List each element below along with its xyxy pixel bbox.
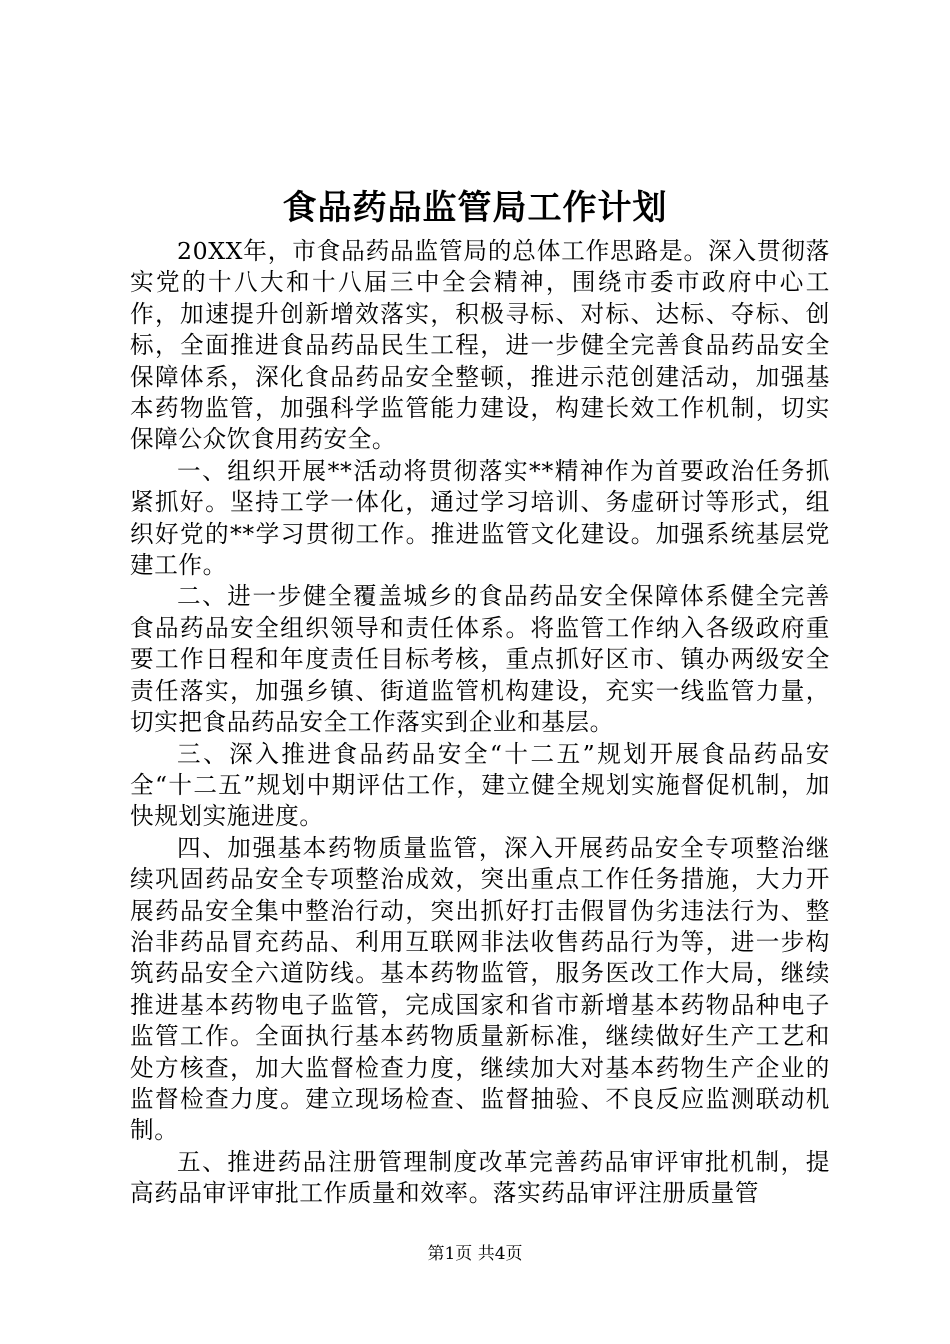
paragraph-section-3: 三、深入推进食品药品安全“十二五”规划开展食品药品安全“十二五”规划中期评估工作，建立健全规划实施督促机制，加快规划实施进度。	[130, 739, 830, 831]
paragraph-section-1: 一、组织开展**活动将贯彻落实**精神作为首要政治任务抓紧抓好。坚持工学一体化，通过学习培训、务虚研讨等形式，组织好党的**学习贯彻工作。推进监管文化建设。加强系统基层党建工作。	[130, 456, 830, 580]
paragraph-section-5: 五、推进药品注册管理制度改革完善药品审评审批机制，提高药品审评审批工作质量和效率。落实药品审评注册质量管	[130, 1147, 830, 1208]
paragraph-intro: 20XX年，市食品药品监管局的总体工作思路是。深入贯彻落实党的十八大和十八届三中全会精神，围绕市委市政府中心工作，加速提升创新增效落实，积极寻标、对标、达标、夺标、创标，全面推进食品药品民生工程，进一步健全完善食品药品安全保障体系，深化食品药品安全整顿，推进示范创建活动，加强基本药物监管，加强科学监管能力建设，构建长效工作机制，切实保障公众饮食用药安全。	[130, 237, 830, 454]
paragraph-section-2: 二、进一步健全覆盖城乡的食品药品安全保障体系健全完善食品药品安全组织领导和责任体系。将监管工作纳入各级政府重要工作日程和年度责任目标考核，重点抓好区市、镇办两级安全责任落实，加强乡镇、街道监管机构建设，充实一线监管力量，切实把食品药品安全工作落实到企业和基层。	[130, 582, 830, 737]
page-number-footer: 第1页 共4页	[427, 1244, 523, 1264]
paragraph-section-4: 四、加强基本药物质量监管，深入开展药品安全专项整治继续巩固药品安全专项整治成效，突出重点工作任务措施，大力开展药品安全集中整治行动，突出抓好打击假冒伪劣违法行为、整治非药品冒充药品、利用互联网非法收售药品行为等，进一步构筑药品安全六道防线。基本药物监管，服务医改工作大局，继续推进基本药物电子监管，完成国家和省市新增基本药物品种电子监管工作。全面执行基本药物质量新标准，继续做好生产工艺和处方核查，加大监督检查力度，继续加大对基本药物生产企业的监督检查力度。建立现场检查、监督抽验、不良反应监测联动机制。	[130, 833, 830, 1145]
document-body	[130, 236, 830, 1210]
document-title: 食品药品监管局工作计划	[282, 188, 668, 228]
